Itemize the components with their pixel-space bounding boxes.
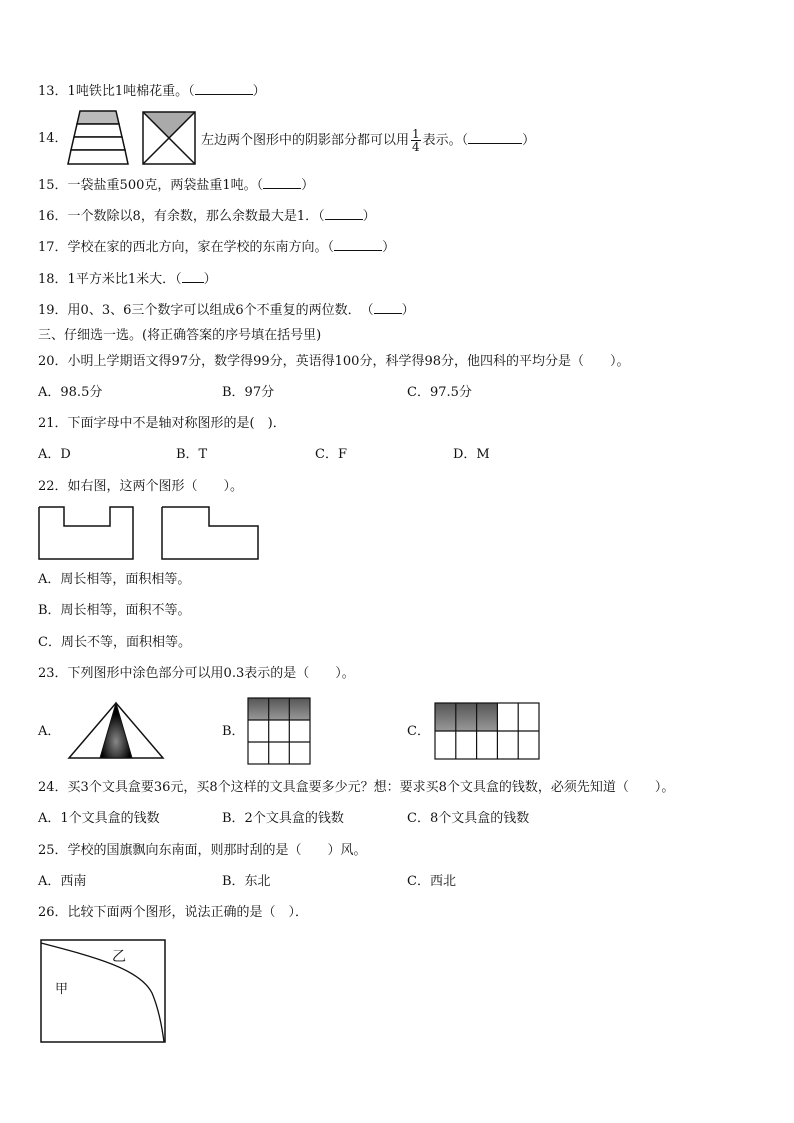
question-13: 13．1吨铁比1吨棉花重。（ ） xyxy=(38,84,266,99)
option-a[interactable]: A．西南 xyxy=(38,874,87,889)
question-24: 24．买3个文具盒要36元，买8个这样的文具盒要多少元？想：要求买8个文具盒的钱数，必须先知道（ ）。 xyxy=(38,780,675,795)
answer-blank[interactable] xyxy=(334,238,382,251)
option-b[interactable]: B．T xyxy=(176,447,208,462)
notched-shape-figure-left xyxy=(38,506,134,560)
section-heading: 三、仔细选一选。(将正确答案的序号填在括号里) xyxy=(38,328,322,343)
option-c[interactable]: C．F xyxy=(315,447,347,462)
option-a[interactable]: A．周长相等，面积相等。 xyxy=(38,572,191,587)
answer-blank[interactable] xyxy=(374,301,402,314)
option-b[interactable]: B． xyxy=(222,724,245,739)
question-20: 20．小明上学期语文得97分，数学得99分，英语得100分，科学得98分，他四科的平均分是（ ）。 xyxy=(38,354,630,369)
option-c[interactable]: C．8个文具盒的钱数 xyxy=(407,811,530,826)
answer-blank[interactable] xyxy=(325,207,363,220)
option-a[interactable]: A．D xyxy=(38,447,71,462)
option-a[interactable]: A． xyxy=(38,724,61,739)
answer-blank[interactable] xyxy=(263,176,301,189)
label-yi: 乙 xyxy=(112,949,126,965)
question-19: 19．用0、3、6三个数字可以组成6个不重复的两位数． （ ） xyxy=(38,303,415,318)
option-b[interactable]: B．东北 xyxy=(222,874,271,889)
option-b[interactable]: B．2个文具盒的钱数 xyxy=(222,811,344,826)
fraction: $\frac{1}{4}$ xyxy=(412,127,420,154)
question-14-num: 14． xyxy=(38,131,68,146)
triangle-figure xyxy=(68,702,164,760)
question-18: 18．1平方米比1米大．（ ） xyxy=(38,272,217,287)
question-25: 25．学校的国旗飘向东南面，则那时刮的是（ ）风。 xyxy=(38,843,367,858)
label-jia: 甲 xyxy=(55,982,69,997)
grid-5x2-figure xyxy=(434,702,540,760)
question-15: 15．一袋盐重500克，两袋盐重1吨。（ ） xyxy=(38,178,315,193)
question-22: 22．如右图，这两个图形（ ）。 xyxy=(38,479,244,494)
question-21: 21．下面字母中不是轴对称图形的是( )． xyxy=(38,416,286,431)
option-c[interactable]: C．西北 xyxy=(407,874,456,889)
option-c[interactable]: C． xyxy=(407,724,430,739)
question-14: 左边两个图形中的阴影部分都可以用 $\frac{1}{4}$ 表示。（ ） xyxy=(201,127,536,154)
answer-blank[interactable] xyxy=(195,82,253,95)
option-c[interactable]: C．周长不等，面积相等。 xyxy=(38,635,191,650)
answer-blank[interactable] xyxy=(468,131,522,144)
square-diagonal-figure xyxy=(142,111,196,165)
option-d[interactable]: D．M xyxy=(453,447,490,462)
question-17: 17．学校在家的西北方向，家在学校的东南方向。（ ） xyxy=(38,240,396,255)
trapezoid-stack-figure xyxy=(68,110,128,166)
question-16: 16．一个数除以8，有余数，那么余数最大是1．（ ） xyxy=(38,209,376,224)
question-26: 26．比较下面两个图形，说法正确的是（ ）． xyxy=(38,905,309,920)
option-c[interactable]: C．97.5分 xyxy=(407,385,472,400)
option-b[interactable]: B．周长相等，面积不等。 xyxy=(38,603,191,618)
answer-blank[interactable] xyxy=(182,270,204,283)
option-a[interactable]: A．98.5分 xyxy=(38,385,103,400)
option-b[interactable]: B．97分 xyxy=(222,385,275,400)
grid-3x3-figure xyxy=(247,697,311,765)
notched-shape-figure-right xyxy=(161,506,259,560)
option-a[interactable]: A．1个文具盒的钱数 xyxy=(38,811,160,826)
question-23: 23．下列图形中涂色部分可以用0.3表示的是（ ）。 xyxy=(38,666,355,681)
